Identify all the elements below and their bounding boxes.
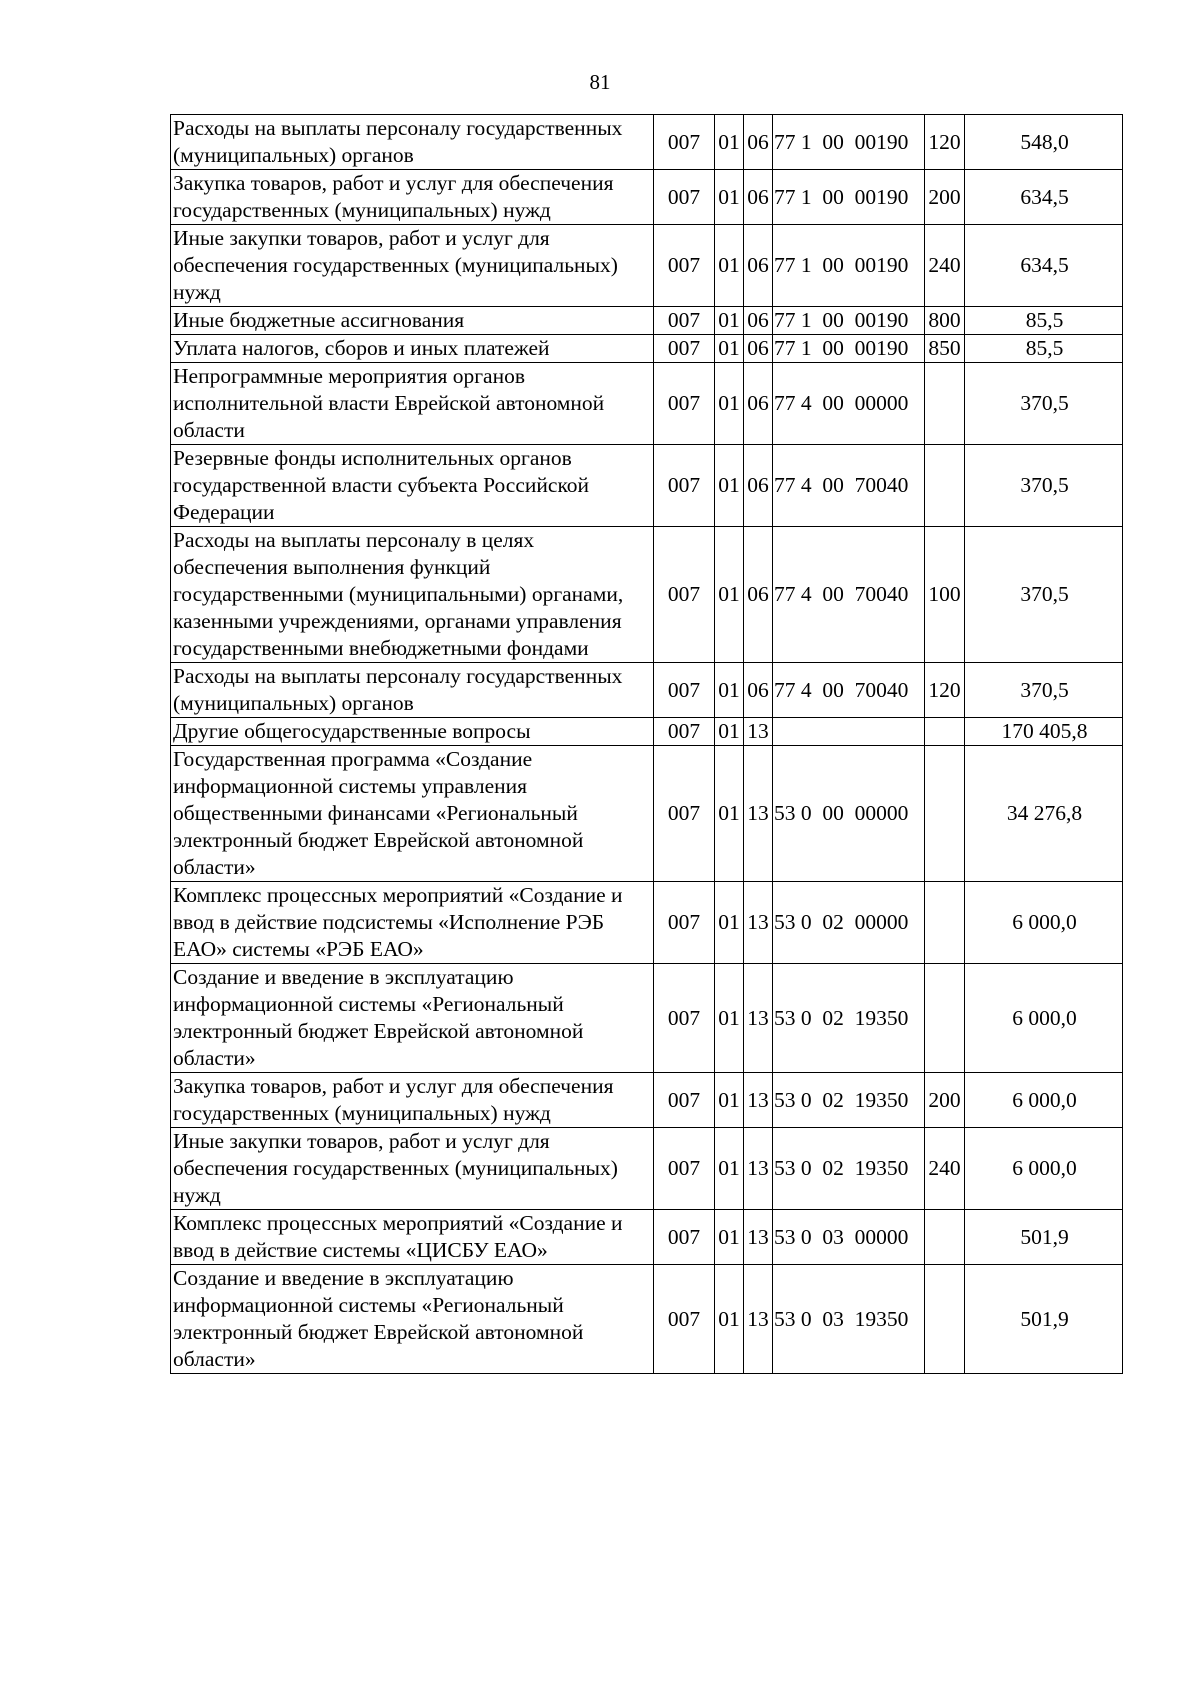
- grbs-code-cell: 007: [654, 115, 715, 170]
- grbs-code-cell: 007: [654, 746, 715, 882]
- grbs-code-cell: 007: [654, 1265, 715, 1374]
- table-row: [171, 170, 1123, 225]
- amount-cell: 370,5: [965, 363, 1123, 445]
- table-row: [171, 882, 1123, 964]
- expense-type-code-cell: [925, 1265, 965, 1374]
- subsection-code-cell: 13: [744, 882, 773, 964]
- expense-type-code-cell: [925, 746, 965, 882]
- grbs-code-cell: 007: [654, 335, 715, 363]
- expense-type-code-cell: [925, 445, 965, 527]
- expense-name-cell: Иные закупки товаров, работ и услуг для обеспечения государственных (муниципальных) нужд: [171, 1128, 654, 1210]
- section-code-cell: 01: [715, 1210, 744, 1265]
- amount-cell: 6 000,0: [965, 882, 1123, 964]
- target-item-code-cell: 77 1 00 00190: [773, 335, 925, 363]
- subsection-code-cell: 06: [744, 527, 773, 663]
- target-item-code-cell: [773, 718, 925, 746]
- amount-cell: 501,9: [965, 1210, 1123, 1265]
- section-code-cell: 01: [715, 718, 744, 746]
- section-code-cell: 01: [715, 882, 744, 964]
- section-code-cell: 01: [715, 170, 744, 225]
- target-item-code-cell: 77 1 00 00190: [773, 307, 925, 335]
- subsection-code-cell: 06: [744, 363, 773, 445]
- page-number: 81: [589, 70, 611, 94]
- table-row: [171, 746, 1123, 882]
- grbs-code-cell: 007: [654, 882, 715, 964]
- subsection-code-cell: 13: [744, 964, 773, 1073]
- expense-name-cell: Резервные фонды исполнительных органов государственной власти субъекта Российской Федерации: [171, 445, 654, 527]
- expense-type-code-cell: [925, 718, 965, 746]
- section-code-cell: 01: [715, 115, 744, 170]
- expense-type-code-cell: [925, 363, 965, 445]
- grbs-code-cell: 007: [654, 527, 715, 663]
- grbs-code-cell: 007: [654, 663, 715, 718]
- table-row: [171, 1265, 1123, 1374]
- expense-type-code-cell: 100: [925, 527, 965, 663]
- table-row: [171, 307, 1123, 335]
- expense-name-cell: Закупка товаров, работ и услуг для обеспечения государственных (муниципальных) нужд: [171, 1073, 654, 1128]
- grbs-code-cell: 007: [654, 718, 715, 746]
- amount-cell: 548,0: [965, 115, 1123, 170]
- table-row: [171, 445, 1123, 527]
- subsection-code-cell: 13: [744, 746, 773, 882]
- table-row: [171, 527, 1123, 663]
- target-item-code-cell: 77 1 00 00190: [773, 115, 925, 170]
- amount-cell: 34 276,8: [965, 746, 1123, 882]
- amount-cell: 85,5: [965, 335, 1123, 363]
- target-item-code-cell: 77 4 00 70040: [773, 663, 925, 718]
- section-code-cell: 01: [715, 746, 744, 882]
- section-code-cell: 01: [715, 1265, 744, 1374]
- expense-type-code-cell: 850: [925, 335, 965, 363]
- amount-cell: 6 000,0: [965, 1128, 1123, 1210]
- target-item-code-cell: 53 0 03 19350: [773, 1265, 925, 1374]
- amount-cell: 634,5: [965, 225, 1123, 307]
- subsection-code-cell: 06: [744, 225, 773, 307]
- grbs-code-cell: 007: [654, 1128, 715, 1210]
- table-row: [171, 115, 1123, 170]
- grbs-code-cell: 007: [654, 363, 715, 445]
- expense-name-cell: Комплекс процессных мероприятий «Создание и ввод в действие подсистемы «Исполнение РЭБ ЕАО» системы «РЭБ ЕАО»: [171, 882, 654, 964]
- expense-type-code-cell: [925, 1210, 965, 1265]
- expense-type-code-cell: 120: [925, 663, 965, 718]
- subsection-code-cell: 06: [744, 445, 773, 527]
- grbs-code-cell: 007: [654, 964, 715, 1073]
- table-row: [171, 335, 1123, 363]
- target-item-code-cell: 77 4 00 00000: [773, 363, 925, 445]
- expense-name-cell: Расходы на выплаты персоналу государственных (муниципальных) органов: [171, 115, 654, 170]
- expense-type-code-cell: 200: [925, 1073, 965, 1128]
- target-item-code-cell: 77 4 00 70040: [773, 527, 925, 663]
- grbs-code-cell: 007: [654, 445, 715, 527]
- expense-name-cell: Создание и введение в эксплуатацию информационной системы «Региональный электронный бюджет Еврейской автономной области»: [171, 964, 654, 1073]
- subsection-code-cell: 13: [744, 718, 773, 746]
- section-code-cell: 01: [715, 445, 744, 527]
- amount-cell: 501,9: [965, 1265, 1123, 1374]
- expense-type-code-cell: 240: [925, 1128, 965, 1210]
- target-item-code-cell: 53 0 02 00000: [773, 882, 925, 964]
- grbs-code-cell: 007: [654, 307, 715, 335]
- section-code-cell: 01: [715, 1073, 744, 1128]
- expense-type-code-cell: [925, 964, 965, 1073]
- expense-name-cell: Комплекс процессных мероприятий «Создание и ввод в действие системы «ЦИСБУ ЕАО»: [171, 1210, 654, 1265]
- section-code-cell: 01: [715, 527, 744, 663]
- table-row: [171, 663, 1123, 718]
- amount-cell: 6 000,0: [965, 964, 1123, 1073]
- grbs-code-cell: 007: [654, 170, 715, 225]
- section-code-cell: 01: [715, 335, 744, 363]
- expense-type-code-cell: 120: [925, 115, 965, 170]
- section-code-cell: 01: [715, 363, 744, 445]
- section-code-cell: 01: [715, 663, 744, 718]
- section-code-cell: 01: [715, 307, 744, 335]
- table-row: [171, 1128, 1123, 1210]
- expense-type-code-cell: [925, 882, 965, 964]
- target-item-code-cell: 77 1 00 00190: [773, 225, 925, 307]
- expense-type-code-cell: 240: [925, 225, 965, 307]
- target-item-code-cell: 53 0 00 00000: [773, 746, 925, 882]
- grbs-code-cell: 007: [654, 225, 715, 307]
- subsection-code-cell: 13: [744, 1128, 773, 1210]
- subsection-code-cell: 13: [744, 1265, 773, 1374]
- amount-cell: 6 000,0: [965, 1073, 1123, 1128]
- subsection-code-cell: 13: [744, 1210, 773, 1265]
- target-item-code-cell: 77 1 00 00190: [773, 170, 925, 225]
- grbs-code-cell: 007: [654, 1210, 715, 1265]
- expense-name-cell: Создание и введение в эксплуатацию информационной системы «Региональный электронный бюджет Еврейской автономной области»: [171, 1265, 654, 1374]
- amount-cell: 370,5: [965, 663, 1123, 718]
- subsection-code-cell: 06: [744, 307, 773, 335]
- amount-cell: 370,5: [965, 527, 1123, 663]
- table-row: [171, 225, 1123, 307]
- grbs-code-cell: 007: [654, 1073, 715, 1128]
- expense-name-cell: Закупка товаров, работ и услуг для обеспечения государственных (муниципальных) нужд: [171, 170, 654, 225]
- target-item-code-cell: 53 0 02 19350: [773, 964, 925, 1073]
- subsection-code-cell: 06: [744, 115, 773, 170]
- subsection-code-cell: 06: [744, 335, 773, 363]
- expense-name-cell: Государственная программа «Создание информационной системы управления общественными финансами «Региональный электронный бюджет Еврейской автономной области»: [171, 746, 654, 882]
- expense-type-code-cell: 200: [925, 170, 965, 225]
- expense-name-cell: Иные бюджетные ассигнования: [171, 307, 654, 335]
- target-item-code-cell: 53 0 02 19350: [773, 1073, 925, 1128]
- expense-type-code-cell: 800: [925, 307, 965, 335]
- budget-table: [170, 114, 1123, 1374]
- expense-name-cell: Уплата налогов, сборов и иных платежей: [171, 335, 654, 363]
- target-item-code-cell: 53 0 03 00000: [773, 1210, 925, 1265]
- section-code-cell: 01: [715, 225, 744, 307]
- target-item-code-cell: 77 4 00 70040: [773, 445, 925, 527]
- target-item-code-cell: 53 0 02 19350: [773, 1128, 925, 1210]
- expense-name-cell: Расходы на выплаты персоналу в целях обеспечения выполнения функций государственными (муниципальными) органами, казенными учреждениями, органами управления государственными внебюджетными фондами: [171, 527, 654, 663]
- section-code-cell: 01: [715, 1128, 744, 1210]
- section-code-cell: 01: [715, 964, 744, 1073]
- expense-name-cell: Расходы на выплаты персоналу государственных (муниципальных) органов: [171, 663, 654, 718]
- subsection-code-cell: 06: [744, 170, 773, 225]
- table-body: [171, 115, 1123, 1374]
- amount-cell: 634,5: [965, 170, 1123, 225]
- table-row: [171, 363, 1123, 445]
- expense-name-cell: Иные закупки товаров, работ и услуг для обеспечения государственных (муниципальных) нужд: [171, 225, 654, 307]
- table-row: [171, 718, 1123, 746]
- table-row: [171, 1210, 1123, 1265]
- subsection-code-cell: 13: [744, 1073, 773, 1128]
- amount-cell: 370,5: [965, 445, 1123, 527]
- subsection-code-cell: 06: [744, 663, 773, 718]
- expense-name-cell: Непрограммные мероприятия органов исполнительной власти Еврейской автономной области: [171, 363, 654, 445]
- amount-cell: 85,5: [965, 307, 1123, 335]
- amount-cell: 170 405,8: [965, 718, 1123, 746]
- table-row: [171, 964, 1123, 1073]
- expense-name-cell: Другие общегосударственные вопросы: [171, 718, 654, 746]
- table-row: [171, 1073, 1123, 1128]
